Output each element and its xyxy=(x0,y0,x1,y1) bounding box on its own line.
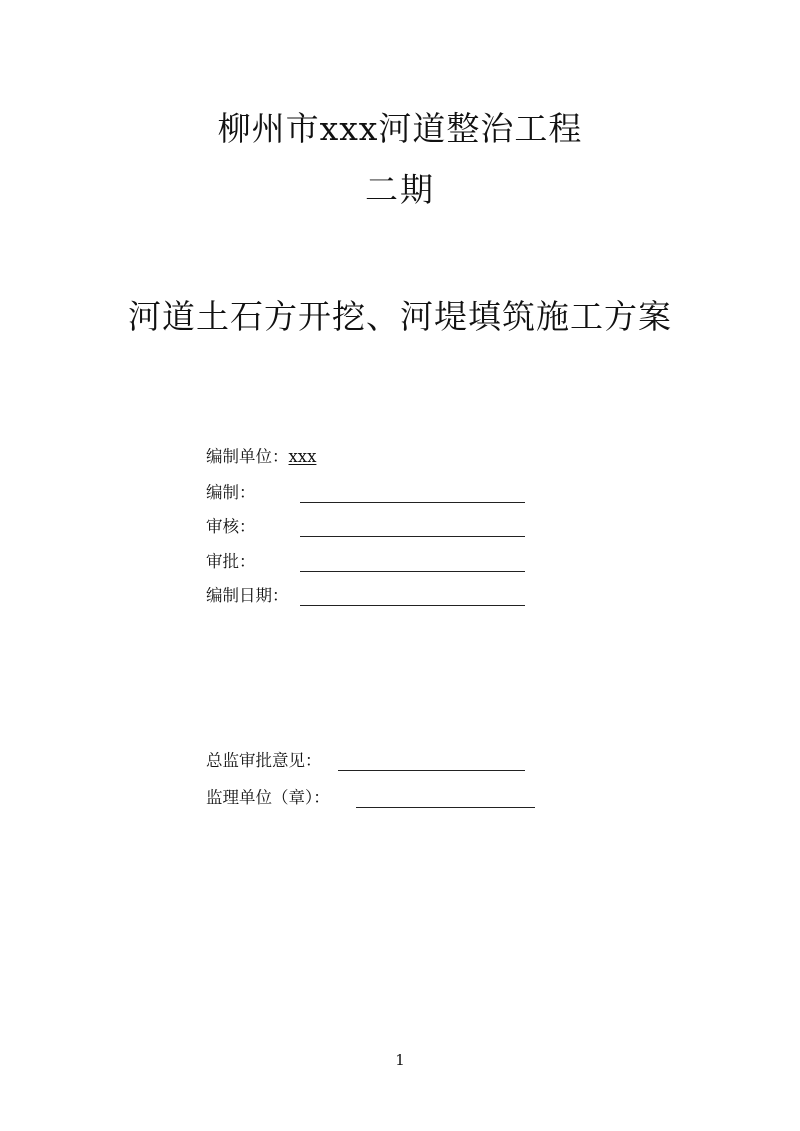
supervision-unit-line xyxy=(356,807,535,808)
project-title: 柳州市xxx河道整治工程 xyxy=(217,109,583,148)
compile-unit-field xyxy=(206,446,316,468)
reviewer-label: 审核： xyxy=(206,517,256,536)
project-phase: 二期 xyxy=(365,170,435,209)
compile-date-line xyxy=(300,605,525,606)
chief-supervisor-opinion-line xyxy=(338,770,525,771)
compile-unit-value: xxx xyxy=(288,447,317,466)
editor-label: 编制： xyxy=(206,483,256,502)
reviewer-field xyxy=(206,516,305,538)
reviewer-signature-line xyxy=(300,536,525,537)
chief-supervisor-opinion-field xyxy=(206,750,327,772)
compile-date-field xyxy=(206,585,294,607)
compile-date-label: 编制日期： xyxy=(206,586,289,605)
compile-unit-label: 编制单位： xyxy=(206,447,289,466)
page-number: 1 xyxy=(395,1051,405,1069)
chief-supervisor-opinion-label: 总监审批意见： xyxy=(206,751,322,770)
approver-field xyxy=(206,551,305,573)
supervision-unit-label: 监理单位（章）： xyxy=(206,788,330,807)
editor-field xyxy=(206,482,305,504)
plan-title: 河道土石方开挖、河堤填筑施工方案 xyxy=(128,297,672,336)
approver-label: 审批： xyxy=(206,552,256,571)
approver-signature-line xyxy=(300,571,525,572)
supervision-unit-field xyxy=(206,787,335,809)
editor-signature-line xyxy=(300,502,525,503)
